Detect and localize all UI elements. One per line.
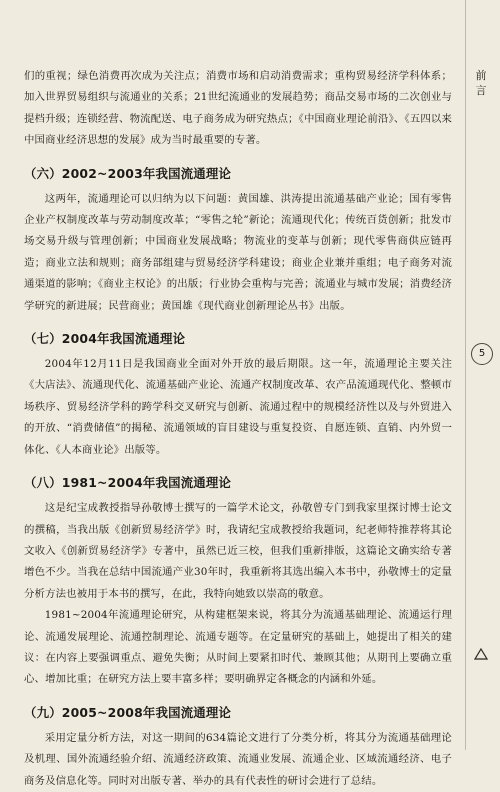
paragraph: 这两年，流通理论可以归纳为以下问题：黄国雄、洪涛提出流通基础产业论；国有零售企业产权制度改革与劳动制度改革；“零售之轮”新论；流通现代化；传统百货创新；批发市场交易升级与管理创新；中国商业发展战略；物流业的变革与创新；现代零售商供应链再造；商业立法和规则；商务部组建与贸易经济学科建设；商业企业兼并重组；电子商务对流通渠道的影响；《商业主权论》的出版；行业协会重构与完善；流通业与城市发展；消费经济学研究的新进展；民营商业；黄国雄《现代商业创新理论丛书》出版。 [24,192,452,312]
triangle-marker-icon [474,648,488,660]
text-body [24,66,452,792]
paragraph: 2004年12月11日是我国商业全面对外开放的最后期限。这一年，流通理论主要关注《大店法》、流通现代化、流通基础产业论、流通产权制度改革、农产品流通现代化、整顿市场秩序、贸易经济学科的跨学科交叉研究与创新、流通过程中的规模经济性以及与外贸进入的开放、“消费储值”的揭秘、流通领域的盲目建设与重复投资、自愿连锁、直销、内外贸一体化、《人本商业论》出版等。 [24,358,452,456]
section-gap [24,691,452,697]
section-label: 前言 [475,69,487,97]
section-gap [24,317,452,323]
page-number-badge: 5 [471,343,493,365]
side-margin [465,0,500,750]
section-heading: （七）2004年我国流通理论 [24,331,186,347]
section-gap [24,461,452,467]
paragraph: 这是纪宝成教授指导孙敬博士撰写的一篇学术论文，孙敬曾专门到我家里探讨博士论文的撰稿，当我出版《创新贸易经济学》时，我请纪宝成教授给我题词，纪老师特推荐将其论文收入《创新贸易经济学》专著中，虽然已近三校，但我们重新排版，这篇论文确实给专著增色不少。当我在总结中国流通产业30年时，我重新将其选出编入本书中，孙敬博士的定量分析方法也被用于本书的撰写，在此，我特向她致以崇高的敬意。 [24,502,452,600]
paragraph: 采用定量分析方法，对这一期间的634篇论文进行了分类分析，将其分为流通基础理论及机理、国外流通经验介绍、流通经济政策、流通业发展、流通企业、区域流通经济、电子商务及信息化等。同时对出版专著、举办的具有代表性的研讨会进行了总结。 [24,731,452,787]
section-heading: （六）2002~2003年我国流通理论 [24,165,232,181]
section-gap [24,152,452,158]
paragraph: 1981~2004年流通理论研究，从构建框架来说，将其分为流通基础理论、流通运行理论、流通发展理论、流通控制理论、流通专题等。在定量研究的基础上，她提出了相关的建议：在内容上要强调重点、避免失衡；从时间上要紧扣时代、兼顾其他；从期刊上要确立重心、增加比重；在研究方法上要丰富多样；要明确界定各概念的内涵和外延。 [24,609,452,686]
section-heading: （九）2005~2008年我国流通理论 [24,704,232,720]
paragraph: 们的重视；绿色消费再次成为关注点；消费市场和启动消费需求；重构贸易经济学科体系；加入世界贸易组织与流通业的关系；21世纪流通业的发展趋势；商品交易市场的二次创业与提档升级；连锁经营、物流配送、电子商务成为研究热点；《中国商业理论前沿》、《五四以来中国商业经济思想的发展》成为当时最重要的专著。 [24,70,452,147]
section-heading: （八）1981~2004年我国流通理论 [24,475,232,491]
